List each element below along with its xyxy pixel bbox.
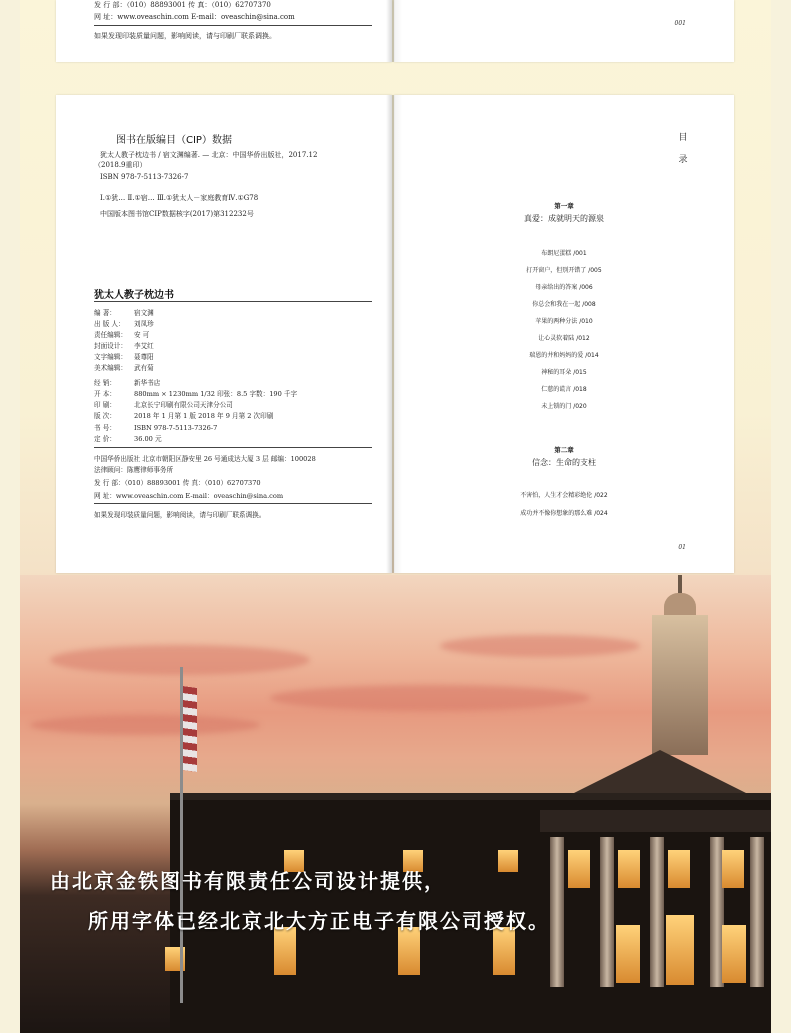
chapter-1-number: 第一章 [554,202,574,210]
lit-window [274,927,296,975]
toc-item[interactable]: 未上锁的门 /020 [541,403,587,410]
main-gutter-shadow [386,95,402,573]
toc-item[interactable]: 成功并不像你想象的那么难 /024 [520,510,608,517]
publisher-line-1: 中国华侨出版社 北京市朝阳区静安里 26 号通成达大厦 3 层 邮编：100028 [94,455,316,463]
publisher-line-2: 法律顾问：陈鹰律师事务所 [94,466,174,474]
toc-item[interactable]: 神秘的耳朵 /015 [541,369,587,376]
toc-item[interactable]: 母亲给出的答案 /006 [535,284,593,291]
toc-folio: 01 [678,544,686,551]
publisher-note: 如果发现印装质量问题，影响阅读，请与印刷厂联系调换。 [94,511,266,519]
cip-line-2: （2018.9重印） [94,161,147,169]
top-left-note: 如果发现印装质量问题，影响阅读，请与印刷厂联系调换。 [94,32,276,40]
flag [183,686,197,772]
footer-rule [94,503,372,504]
meta-row: 责任编辑： 安 可 [94,331,150,339]
publisher-line-4: 网 址：www.oveaschin.com E-mail：oveaschin@sina.com [94,492,284,500]
cip-line-5: 中国版本图书馆CIP数据核字(2017)第312232号 [100,210,254,218]
meta-row: 美术编辑： 武有菊 [94,364,154,372]
campus-sunset-photo [20,575,771,1033]
title-rule [94,301,372,302]
meta-row: 编 著： 宿文渊 [94,309,154,317]
top-right-folio: 001 [674,20,686,27]
copyright-page [56,95,392,573]
cip-line-1: 犹太人教子枕边书 / 宿文渊编著. — 北京：中国华侨出版社，2017.12 [100,151,318,159]
cloud [440,635,640,657]
lit-window [493,927,515,975]
meta-row: 定 价： 36.00 元 [94,435,162,443]
top-gutter-shadow [386,0,402,62]
book-title: 犹太人教子枕边书 [94,290,174,301]
chapter-2-title: 信念：生命的支柱 [532,458,596,467]
toc-item[interactable]: 让心灵软着陆 /012 [538,335,590,342]
chapter-2-number: 第二章 [554,446,574,454]
meta-row: 印 刷： 北京长宁印刷有限公司天津分公司 [94,401,233,409]
meta-row: 封面设计： 李艾红 [94,342,154,350]
meta-row: 版 次： 2018 年 1 月第 1 版 2018 年 9 月第 2 次印刷 [94,412,274,420]
meta-row: 经 销： 新华书店 [94,379,161,387]
meta-row: 文字编辑： 聂尊阳 [94,353,154,361]
top-left-page [56,0,392,62]
toc-item[interactable]: 不害怕，人生才会精彩绝伦 /022 [520,492,608,499]
lit-window [398,927,420,975]
cip-line-3: ISBN 978-7-5113-7326-7 [100,173,189,181]
publisher-line-3: 发 行 部：（010）88893001 传 真：（010）62707370 [94,479,261,487]
toc-item[interactable]: 瑞恩的井和妈妈的爱 /014 [529,352,599,359]
meta-row: 开 本： 880mm × 1230mm 1/32 印张：8.5 字数：190 千字 [94,390,298,398]
cloud [270,685,590,711]
toc-item[interactable]: 打开窗户，但别开错了 /005 [526,267,602,274]
top-book-spread [56,0,734,62]
banner-line-1: 由北京金铁图书有限责任公司设计提供， [50,869,446,893]
top-left-rule [94,25,372,26]
cip-title: 图书在版编目（CIP）数据 [116,135,232,146]
toc-item[interactable]: 布朗尼蛋糕 /001 [541,250,587,257]
toc-item[interactable]: 苹果的两种分法 /010 [535,318,593,325]
toc-item[interactable]: 你总会和我在一起 /008 [532,301,596,308]
top-left-line-2: 网 址：www.oveaschin.com E-mail：oveaschin@sina.com [94,13,295,21]
toc-page [394,95,734,573]
cip-line-4: Ⅰ.①犹… Ⅱ.①宿… Ⅲ.①犹太人－家庭教育Ⅳ.①G78 [100,194,259,202]
clock-tower [652,615,708,755]
meta-row: 出 版 人： 刘凤珍 [94,320,154,328]
entablature [540,810,771,832]
top-right-page [394,0,734,62]
top-left-line-1: 发 行 部：（010）88893001 传 真：（010）62707370 [94,1,271,9]
publisher-rule [94,447,372,448]
banner-line-2: 所用字体已经北京北大方正电子有限公司授权。 [88,909,550,933]
meta-row: 书 号： ISBN 978-7-5113-7326-7 [94,424,218,432]
toc-item[interactable]: 仁慈的谎言 /018 [541,386,587,393]
main-book-spread [56,95,734,573]
chapter-1-title: 真爱：成就明天的源泉 [524,214,604,223]
toc-heading: 目 录 [678,133,688,165]
cloud [30,715,260,735]
